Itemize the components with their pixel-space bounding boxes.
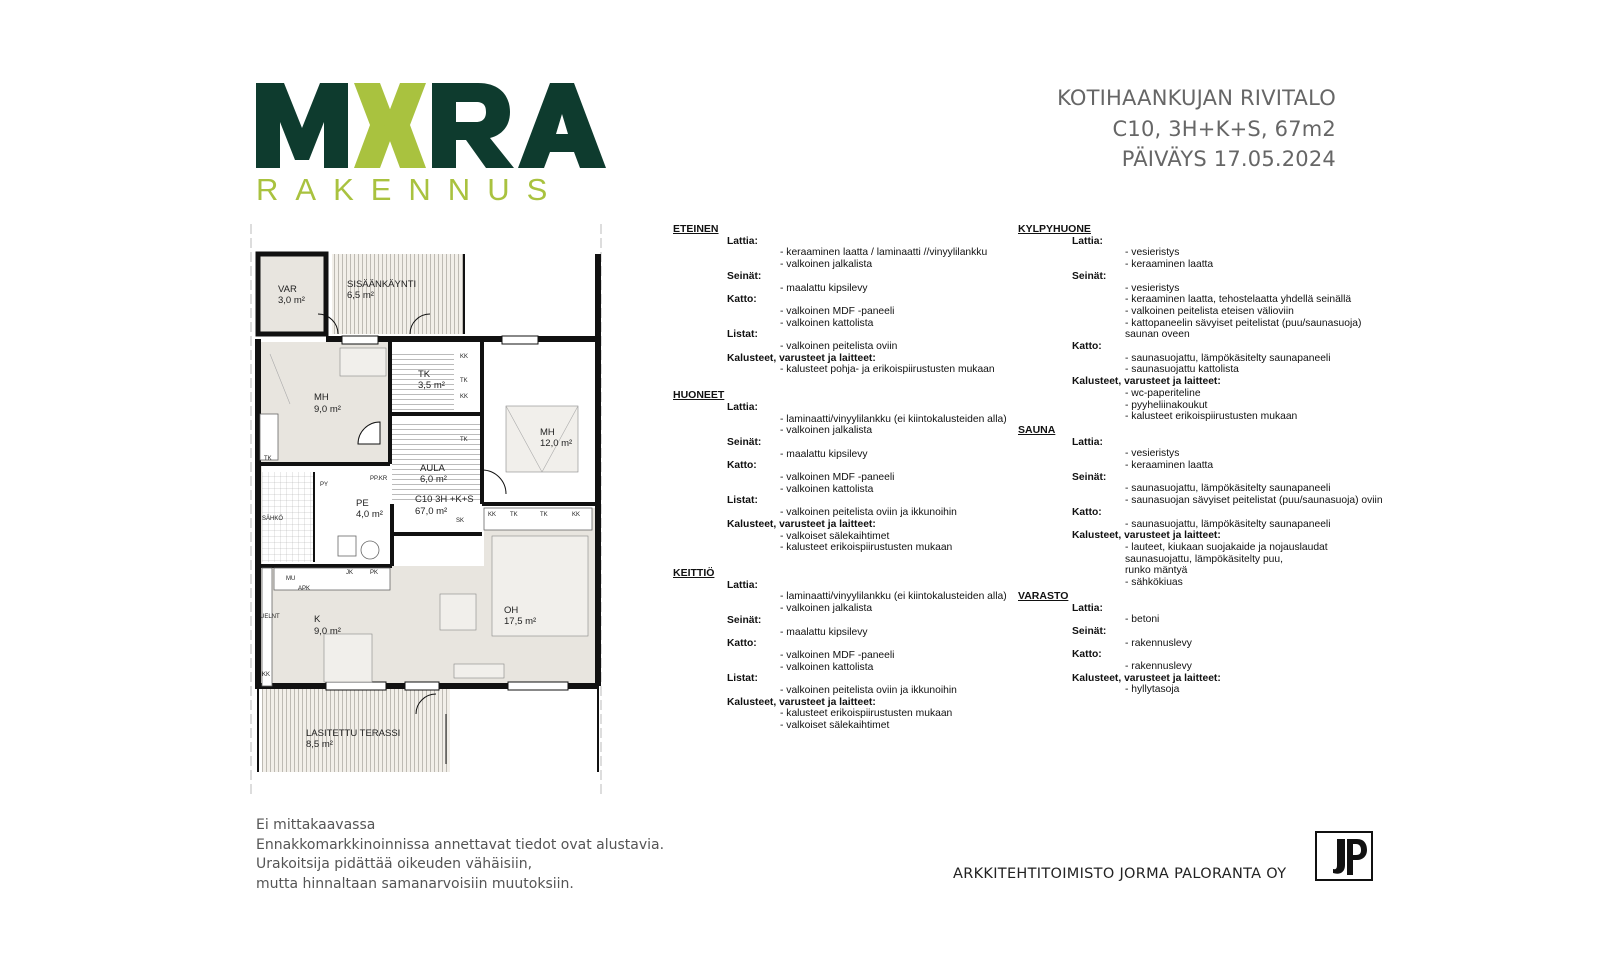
spec-item: - valkoinen peitelista oviin xyxy=(780,341,898,353)
spec-varasto xyxy=(1018,591,1383,696)
spec-eteinen xyxy=(673,224,1007,376)
label-ppkr: PP.KR xyxy=(370,476,388,482)
unit-name: C10 3H +K+S xyxy=(415,494,474,505)
spec-label-kalusteet: Kalusteet, varusteet ja laitteet: xyxy=(1072,376,1221,388)
spec-sauna xyxy=(1018,425,1383,589)
spec-column-right xyxy=(1018,224,1383,696)
room-oh-area: 17,5 m² xyxy=(504,616,537,627)
room-terassi-name: LASITETTU TERASSI xyxy=(306,728,401,739)
spec-item: - rakennuslevy xyxy=(1125,661,1192,673)
spec-item: - valkoinen peitelista oviin ja ikkunoihin xyxy=(780,685,957,697)
room-pe-name: PE xyxy=(356,498,369,509)
section-title: HUONEET xyxy=(673,389,725,402)
spec-item: saunan oveen xyxy=(1125,329,1190,341)
section-title: KEITTIÖ xyxy=(673,566,715,579)
spec-item: - kalusteet erikoispiirustusten mukaan xyxy=(780,542,953,554)
spec-item: - wc-paperiteline xyxy=(1125,387,1201,399)
spec-item: - valkoinen kattolista xyxy=(780,483,874,495)
spec-item: - valkoinen jalkalista xyxy=(780,259,873,271)
spec-item: - pyyheliinakoukut xyxy=(1125,399,1208,411)
label-kk: KK xyxy=(572,512,581,518)
spec-item: - laminaatti/vinyylilankku (ei kiintokalusteiden alla) xyxy=(780,413,1007,425)
spec-label-lattia: Lattia: xyxy=(727,401,758,413)
label-sahko: SÄHKÖ xyxy=(262,516,284,522)
room-var-name: VAR xyxy=(278,284,297,295)
spec-label-lattia: Lattia: xyxy=(727,579,758,591)
spec-keittio xyxy=(673,568,1007,732)
spec-label-kalusteet: Kalusteet, varusteet ja laitteet: xyxy=(727,518,876,530)
label-tk: TK xyxy=(264,456,272,462)
spec-item: - kalusteet pohja- ja erikoispiirustusten mukaan xyxy=(780,364,995,376)
spec-item: - valkoinen jalkalista xyxy=(780,603,873,615)
label-kk: KK xyxy=(460,394,469,400)
room-sisaankaynti-name: SISÄÄNKÄYNTI xyxy=(347,279,417,290)
spec-label-listat: Listat: xyxy=(727,495,758,507)
spec-item: - keraaminen laatta xyxy=(1125,460,1214,472)
logo-m xyxy=(256,83,348,168)
room-var-area: 3,0 m² xyxy=(278,295,305,306)
label-tk: TK xyxy=(460,378,468,384)
room-sisaankaynti-area: 6,5 m² xyxy=(347,290,374,301)
spec-label-seinat: Seinät: xyxy=(1072,270,1107,282)
spec-label-seinat: Seinät: xyxy=(1072,625,1107,637)
date-line: PÄIVÄYS 17.05.2024 xyxy=(1121,147,1336,171)
spec-label-seinat: Seinät: xyxy=(727,614,762,626)
spec-item: - maalattu kipsilevy xyxy=(780,282,868,294)
room-pe-area: 4,0 m² xyxy=(356,509,383,520)
logo-i2 xyxy=(384,83,426,168)
room-tk-name: TK xyxy=(418,369,431,380)
section-title: SAUNA xyxy=(1018,423,1056,436)
spec-label-katto: Katto: xyxy=(1072,649,1102,661)
spec-item: - keraaminen laatta xyxy=(1125,259,1214,271)
disclaimer-line: Ei mittakaavassa xyxy=(256,817,376,833)
disclaimer-line: Ennakkomarkkinoinnissa annettavat tiedot ovat alustavia. xyxy=(256,836,665,853)
logo-subtitle: RAKENNUS xyxy=(256,172,565,207)
room-oh-name: OH xyxy=(504,605,519,616)
room-aula-name: AULA xyxy=(420,463,445,474)
spec-item: - valkoinen jalkalista xyxy=(780,425,873,437)
label-sk: SK xyxy=(456,518,465,524)
spec-label-listat: Listat: xyxy=(727,673,758,685)
room-terassi-area: 8,5 m² xyxy=(306,739,333,750)
logo-a xyxy=(518,83,606,168)
spec-item: - valkoinen peitelista oviin ja ikkunoihin xyxy=(780,507,957,519)
spec-label-kalusteet: Kalusteet, varusteet ja laitteet: xyxy=(1072,672,1221,684)
room-k-area: 9,0 m² xyxy=(314,626,341,637)
section-title: ETEINEN xyxy=(673,223,719,235)
architect-name: ARKKITEHTITOIMISTO JORMA PALORANTA OY xyxy=(953,866,1287,882)
spec-item: - saunasuojattu, lämpökäsitelty saunapaneeli xyxy=(1125,483,1331,495)
project-title: KOTIHAANKUJAN RIVITALO xyxy=(1057,86,1336,110)
spec-item: - laminaatti/vinyylilankku (ei kiintokalusteiden alla) xyxy=(780,591,1007,603)
label-tk: TK xyxy=(510,512,518,518)
spec-item: - vesieristys xyxy=(1125,247,1180,259)
spec-item: - valkoiset sälekaihtimet xyxy=(780,720,890,732)
spec-item: saunasuojattu, lämpökäsitelty puu, xyxy=(1125,553,1283,565)
unit-area: 67,0 m² xyxy=(415,506,448,517)
spec-label-seinat: Seinät: xyxy=(1072,471,1107,483)
spec-label-lattia: Lattia: xyxy=(1072,235,1103,247)
disclaimer xyxy=(256,816,664,894)
apartment-info: C10, 3H+K+S, 67m2 xyxy=(1112,117,1336,141)
spec-label-katto: Katto: xyxy=(727,294,757,306)
room-k-name: K xyxy=(314,614,321,625)
spec-label-kalusteet: Kalusteet, varusteet ja laitteet: xyxy=(727,696,876,708)
spec-item: - saunasuojattu, lämpökäsitelty saunapaneeli xyxy=(1125,352,1331,364)
label-jk: JK xyxy=(346,570,354,576)
spec-item: - kattopaneelin sävyiset peitelistat (puu/saunasuoja) xyxy=(1125,317,1362,329)
label-tk: TK xyxy=(460,437,468,443)
jp-architect-logo xyxy=(1315,831,1373,881)
spec-item: - lauteet, kiukaan suojakaide ja nojauslaudat xyxy=(1125,541,1328,553)
spec-label-seinat: Seinät: xyxy=(727,270,762,282)
spec-huoneet xyxy=(673,390,1007,554)
room-aula-area: 6,0 m² xyxy=(420,474,447,485)
floor-plan xyxy=(250,224,620,796)
room-tk-area: 3,5 m² xyxy=(418,380,445,391)
spec-label-kalusteet: Kalusteet, varusteet ja laitteet: xyxy=(727,352,876,364)
disclaimer-line: mutta hinnaltaan samanarvoisiin muutoksiin. xyxy=(256,875,574,892)
spec-item: - saunasuojattu kattolista xyxy=(1125,364,1239,376)
disclaimer-line: Urakoitsija pidättää oikeuden vähäisiin, xyxy=(256,856,533,872)
logo-r xyxy=(432,83,514,168)
spec-item: - valkoinen kattolista xyxy=(780,661,874,673)
room-mh1-area: 9,0 m² xyxy=(314,404,341,415)
spec-item: - kalusteet erikoispiirustusten mukaan xyxy=(1125,411,1298,423)
spec-label-lattia: Lattia: xyxy=(727,235,758,247)
section-title: VARASTO xyxy=(1018,589,1069,602)
label-uuni: UELNT xyxy=(260,614,280,620)
label-kk: KK xyxy=(262,672,271,678)
spec-item: - betoni xyxy=(1125,614,1160,626)
spec-kylpyhuone xyxy=(1018,224,1383,423)
label-tk: TK xyxy=(540,512,548,518)
label-py: PY xyxy=(320,482,329,488)
spec-column-left xyxy=(673,224,1007,732)
spec-item: - keraaminen laatta / laminaatti //vinyylilankku xyxy=(780,247,988,259)
section-title: KYLPYHUONE xyxy=(1018,223,1091,235)
spec-label-katto: Katto: xyxy=(727,638,757,650)
spec-label-seinat: Seinät: xyxy=(727,436,762,448)
spec-item: runko mäntyä xyxy=(1125,565,1188,577)
spec-item: - hyllytasoja xyxy=(1125,684,1180,696)
spec-label-katto: Katto: xyxy=(1072,506,1102,518)
spec-item: - saunasuojattu, lämpökäsitelty saunapaneeli xyxy=(1125,518,1331,530)
spec-item: - valkoiset sälekaihtimet xyxy=(780,530,890,542)
spec-item: - vesieristys xyxy=(1125,282,1180,294)
spec-item: - maalattu kipsilevy xyxy=(780,626,868,638)
label-pk: PK xyxy=(370,570,379,576)
label-kk: KK xyxy=(460,354,469,360)
room-mh1-name: MH xyxy=(314,392,329,403)
spec-item: - sähkökiuas xyxy=(1125,577,1183,589)
label-kk: KK xyxy=(488,512,497,518)
spec-label-lattia: Lattia: xyxy=(1072,436,1103,448)
spec-label-listat: Listat: xyxy=(727,329,758,341)
spec-item: - rakennuslevy xyxy=(1125,637,1192,649)
label-mu: MU xyxy=(286,576,296,582)
spec-item: - kalusteet erikoispiirustusten mukaan xyxy=(780,708,953,720)
spec-item: - vesieristys xyxy=(1125,448,1180,460)
spec-item: - keraaminen laatta, tehostelaatta yhdellä seinällä xyxy=(1125,294,1352,306)
spec-item: - saunasuojan sävyiset peitelistat (puu/saunasuoja) oviin xyxy=(1125,495,1383,507)
label-apk: APK xyxy=(298,586,311,592)
spec-label-lattia: Lattia: xyxy=(1072,602,1103,614)
spec-item: - valkoinen MDF -paneeli xyxy=(780,305,895,317)
spec-item: - valkoinen peitelista eteisen välioviin xyxy=(1125,305,1294,317)
spec-item: - maalattu kipsilevy xyxy=(780,448,868,460)
spec-item: - valkoinen kattolista xyxy=(780,317,874,329)
spec-label-kalusteet: Kalusteet, varusteet ja laitteet: xyxy=(1072,530,1221,542)
room-mh2-area: 12,0 m² xyxy=(540,438,573,449)
spec-item: - valkoinen MDF -paneeli xyxy=(780,472,895,484)
spec-label-katto: Katto: xyxy=(727,460,757,472)
spec-label-katto: Katto: xyxy=(1072,341,1102,353)
miira-rakennus-logo xyxy=(256,80,606,210)
room-mh2-name: MH xyxy=(540,427,555,438)
spec-item: - valkoinen MDF -paneeli xyxy=(780,649,895,661)
